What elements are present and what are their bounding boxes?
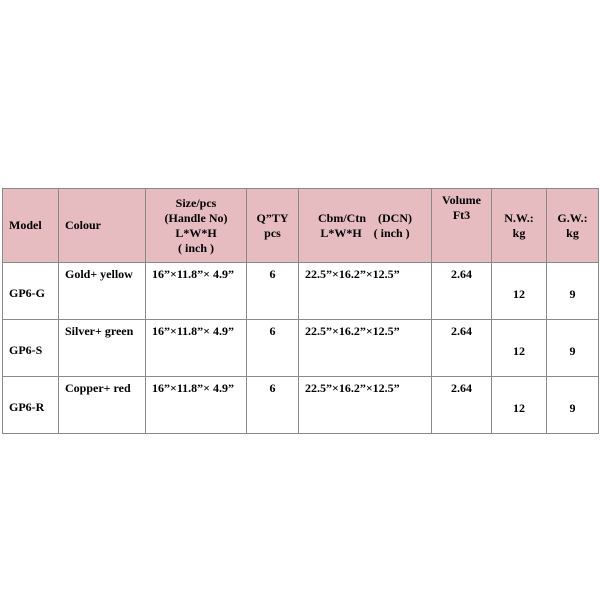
- header-gw-line: G.W.:: [557, 210, 588, 225]
- header-cbm: [299, 189, 432, 263]
- cell-volume: 2.64: [432, 320, 492, 377]
- cell-volume: 2.64: [432, 263, 492, 320]
- cell-size: 16”×11.8”× 4.9”: [146, 263, 247, 320]
- header-nw-line: N.W.:: [504, 210, 534, 225]
- cell-model: GP6-R: [3, 377, 59, 434]
- header-size-line: ( inch ): [178, 240, 214, 255]
- header-qty-line: Q”TY: [256, 210, 289, 225]
- header-volume-line: Volume: [442, 193, 481, 207]
- cell-cbm: 22.5”×16.2”×12.5”: [299, 377, 432, 434]
- table-row: [3, 377, 599, 434]
- header-qty-line: pcs: [264, 225, 281, 240]
- product-spec-table: [2, 188, 599, 434]
- cell-colour: Copper+ red: [59, 377, 146, 434]
- header-cbm-line: L*W*H ( inch ): [320, 225, 410, 240]
- table-row: [3, 263, 599, 320]
- cell-colour: Silver+ green: [59, 320, 146, 377]
- cell-cbm: 22.5”×16.2”×12.5”: [299, 320, 432, 377]
- header-gw: [547, 189, 599, 263]
- header-size-line: L*W*H: [175, 225, 217, 240]
- cell-cbm: 22.5”×16.2”×12.5”: [299, 263, 432, 320]
- header-qty: [247, 189, 299, 263]
- header-nw: [492, 189, 547, 263]
- cell-gw: 9: [547, 263, 599, 320]
- cell-qty: 6: [247, 263, 299, 320]
- cell-size: 16”×11.8”× 4.9”: [146, 377, 247, 434]
- header-volume: [432, 189, 492, 263]
- cell-model: GP6-G: [3, 263, 59, 320]
- header-nw-line: kg: [512, 225, 526, 240]
- cell-volume: 2.64: [432, 377, 492, 434]
- header-colour-label: Colour: [65, 218, 101, 232]
- cell-gw: 9: [547, 320, 599, 377]
- header-size-line: (Handle No): [164, 210, 228, 225]
- header-size-line: Size/pcs: [175, 195, 217, 210]
- cell-colour: Gold+ yellow: [59, 263, 146, 320]
- cell-nw: 12: [492, 377, 547, 434]
- header-model-label: Model: [9, 218, 42, 232]
- cell-size: 16”×11.8”× 4.9”: [146, 320, 247, 377]
- cell-gw: 9: [547, 377, 599, 434]
- cell-qty: 6: [247, 377, 299, 434]
- cell-qty: 6: [247, 320, 299, 377]
- cell-nw: 12: [492, 320, 547, 377]
- header-cbm-line: Cbm/Ctn (DCN): [318, 210, 412, 225]
- cell-model: GP6-S: [3, 320, 59, 377]
- table-row: [3, 320, 599, 377]
- cell-nw: 12: [492, 263, 547, 320]
- table-header-row: [3, 189, 599, 263]
- header-size: [146, 189, 247, 263]
- header-gw-line: kg: [566, 225, 579, 240]
- header-colour: [59, 189, 146, 263]
- header-model: [3, 189, 59, 263]
- header-volume-line: Ft3: [452, 208, 471, 222]
